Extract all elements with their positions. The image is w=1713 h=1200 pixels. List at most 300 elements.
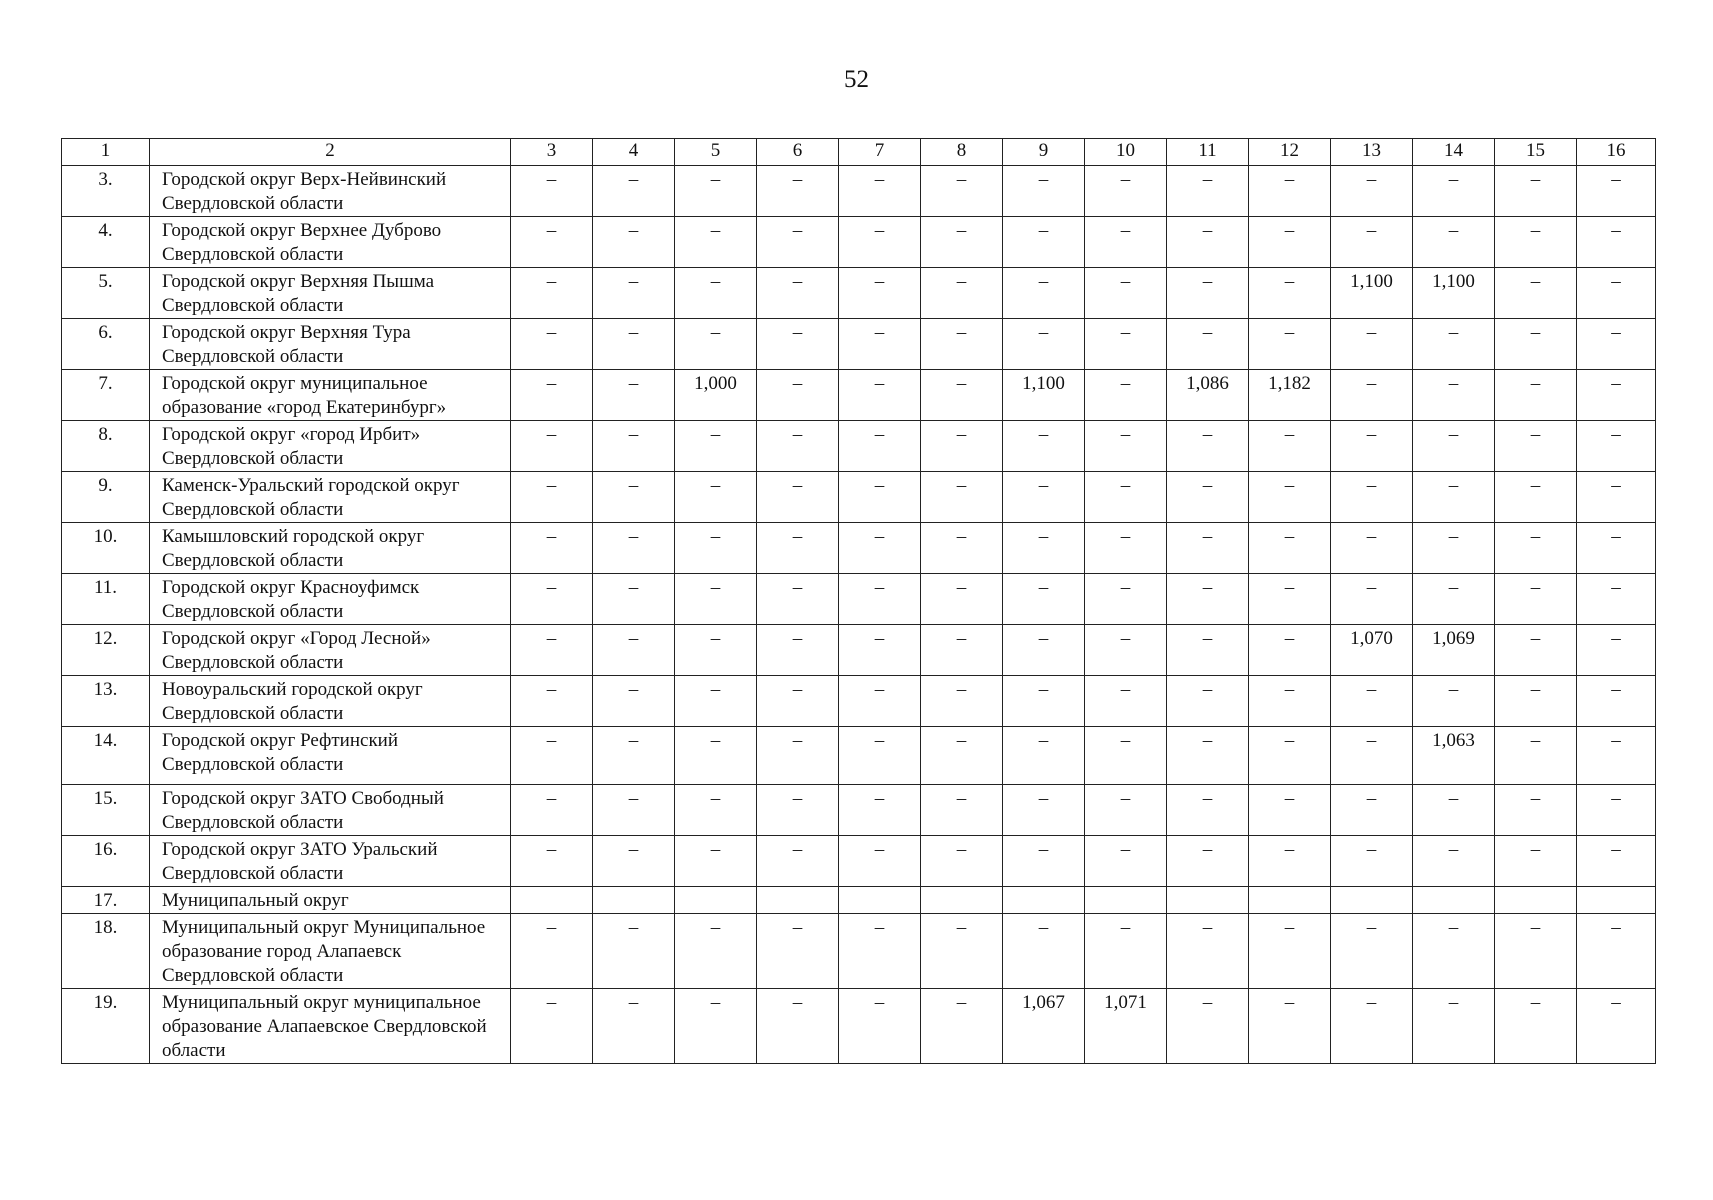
value-cell: – bbox=[1167, 836, 1249, 887]
value-cell: – bbox=[1413, 676, 1495, 727]
value-cell: – bbox=[757, 319, 839, 370]
value-cell: – bbox=[757, 472, 839, 523]
value-cell: – bbox=[593, 727, 675, 785]
row-number: 8. bbox=[62, 421, 150, 472]
value-cell: – bbox=[839, 370, 921, 421]
value-cell: – bbox=[1331, 989, 1413, 1064]
value-cell: – bbox=[1085, 836, 1167, 887]
value-cell bbox=[675, 887, 757, 914]
header-cell: 13 bbox=[1331, 139, 1413, 166]
value-cell: – bbox=[1003, 914, 1085, 989]
value-cell: – bbox=[1003, 421, 1085, 472]
value-cell: – bbox=[511, 472, 593, 523]
value-cell: – bbox=[921, 914, 1003, 989]
value-cell bbox=[1495, 887, 1577, 914]
value-cell: – bbox=[675, 523, 757, 574]
value-cell: – bbox=[839, 523, 921, 574]
value-cell: – bbox=[1249, 727, 1331, 785]
value-cell: – bbox=[1085, 625, 1167, 676]
value-cell: – bbox=[1167, 625, 1249, 676]
value-cell: – bbox=[839, 268, 921, 319]
value-cell: – bbox=[1085, 166, 1167, 217]
value-cell: – bbox=[757, 914, 839, 989]
value-cell: – bbox=[1495, 166, 1577, 217]
value-cell: – bbox=[593, 574, 675, 625]
value-cell: – bbox=[1167, 727, 1249, 785]
value-cell: – bbox=[1331, 472, 1413, 523]
row-number: 6. bbox=[62, 319, 150, 370]
page-number: 52 bbox=[844, 66, 869, 93]
value-cell: – bbox=[1085, 370, 1167, 421]
value-cell: – bbox=[921, 989, 1003, 1064]
value-cell: – bbox=[593, 370, 675, 421]
value-cell: – bbox=[511, 370, 593, 421]
value-cell: – bbox=[1167, 166, 1249, 217]
value-cell: – bbox=[1331, 319, 1413, 370]
header-cell: 15 bbox=[1495, 139, 1577, 166]
value-cell: – bbox=[1413, 836, 1495, 887]
value-cell: 1,069 bbox=[1413, 625, 1495, 676]
value-cell: – bbox=[1577, 785, 1656, 836]
value-cell: – bbox=[675, 166, 757, 217]
value-cell: – bbox=[921, 319, 1003, 370]
value-cell: – bbox=[511, 574, 593, 625]
header-cell: 1 bbox=[62, 139, 150, 166]
value-cell: – bbox=[1085, 727, 1167, 785]
value-cell: – bbox=[593, 676, 675, 727]
value-cell: – bbox=[511, 914, 593, 989]
table-row bbox=[62, 989, 1656, 1064]
row-number: 9. bbox=[62, 472, 150, 523]
value-cell: – bbox=[1577, 472, 1656, 523]
value-cell: – bbox=[1413, 217, 1495, 268]
value-cell: – bbox=[1331, 217, 1413, 268]
value-cell: – bbox=[511, 268, 593, 319]
value-cell: – bbox=[675, 421, 757, 472]
value-cell: – bbox=[757, 785, 839, 836]
municipality-name: Муниципальный округ Муниципальное образование город Алапаевск Свердловской области bbox=[150, 914, 511, 989]
value-cell: – bbox=[593, 785, 675, 836]
value-cell: – bbox=[1249, 785, 1331, 836]
value-cell: – bbox=[1085, 523, 1167, 574]
value-cell: – bbox=[1331, 523, 1413, 574]
value-cell: – bbox=[593, 472, 675, 523]
row-number: 5. bbox=[62, 268, 150, 319]
row-number: 15. bbox=[62, 785, 150, 836]
value-cell: – bbox=[675, 472, 757, 523]
value-cell: – bbox=[1167, 268, 1249, 319]
value-cell: – bbox=[511, 523, 593, 574]
table-row bbox=[62, 523, 1656, 574]
value-cell: – bbox=[757, 370, 839, 421]
value-cell: – bbox=[1249, 989, 1331, 1064]
value-cell bbox=[1577, 887, 1656, 914]
value-cell: – bbox=[1003, 625, 1085, 676]
value-cell: – bbox=[921, 472, 1003, 523]
municipality-name: Городской округ «город Ирбит» Свердловской области bbox=[150, 421, 511, 472]
value-cell bbox=[1249, 887, 1331, 914]
header-row bbox=[62, 139, 1656, 166]
value-cell: – bbox=[757, 166, 839, 217]
row-number: 19. bbox=[62, 989, 150, 1064]
value-cell: – bbox=[1577, 268, 1656, 319]
value-cell bbox=[593, 887, 675, 914]
value-cell: – bbox=[757, 836, 839, 887]
value-cell: 1,071 bbox=[1085, 989, 1167, 1064]
value-cell: – bbox=[1413, 914, 1495, 989]
value-cell: – bbox=[1495, 217, 1577, 268]
value-cell: – bbox=[1085, 574, 1167, 625]
value-cell: – bbox=[511, 836, 593, 887]
value-cell: – bbox=[1167, 676, 1249, 727]
value-cell: – bbox=[1167, 914, 1249, 989]
municipality-name: Городской округ Верх-Нейвинский Свердловской области bbox=[150, 166, 511, 217]
value-cell: 1,086 bbox=[1167, 370, 1249, 421]
value-cell: – bbox=[1577, 217, 1656, 268]
value-cell: – bbox=[1167, 574, 1249, 625]
value-cell: – bbox=[921, 836, 1003, 887]
value-cell: – bbox=[1413, 523, 1495, 574]
value-cell bbox=[1085, 887, 1167, 914]
value-cell: – bbox=[593, 989, 675, 1064]
value-cell: – bbox=[675, 268, 757, 319]
value-cell bbox=[1167, 887, 1249, 914]
value-cell: – bbox=[1331, 836, 1413, 887]
value-cell: – bbox=[1085, 472, 1167, 523]
table-row bbox=[62, 574, 1656, 625]
value-cell: – bbox=[1331, 727, 1413, 785]
table-row bbox=[62, 914, 1656, 989]
value-cell: – bbox=[1577, 676, 1656, 727]
value-cell: – bbox=[675, 914, 757, 989]
value-cell: – bbox=[839, 727, 921, 785]
value-cell: – bbox=[1413, 319, 1495, 370]
value-cell: – bbox=[1249, 914, 1331, 989]
municipality-name: Городской округ муниципальное образование «город Екатеринбург» bbox=[150, 370, 511, 421]
value-cell: – bbox=[1495, 523, 1577, 574]
value-cell: – bbox=[1167, 523, 1249, 574]
header-cell: 14 bbox=[1413, 139, 1495, 166]
value-cell: 1,100 bbox=[1003, 370, 1085, 421]
table-row bbox=[62, 625, 1656, 676]
value-cell: 1,070 bbox=[1331, 625, 1413, 676]
table-row bbox=[62, 217, 1656, 268]
value-cell: – bbox=[839, 989, 921, 1064]
value-cell: – bbox=[511, 727, 593, 785]
value-cell: – bbox=[921, 574, 1003, 625]
value-cell: – bbox=[511, 625, 593, 676]
header-cell: 3 bbox=[511, 139, 593, 166]
value-cell: – bbox=[1495, 574, 1577, 625]
value-cell: – bbox=[1003, 166, 1085, 217]
table-row bbox=[62, 887, 1656, 914]
municipality-name: Городской округ Рефтинский Свердловской области bbox=[150, 727, 511, 785]
value-cell: – bbox=[1495, 989, 1577, 1064]
value-cell: – bbox=[1331, 785, 1413, 836]
municipality-name: Камышловский городской округ Свердловской области bbox=[150, 523, 511, 574]
value-cell: – bbox=[1577, 727, 1656, 785]
value-cell: 1,100 bbox=[1331, 268, 1413, 319]
row-number: 14. bbox=[62, 727, 150, 785]
value-cell: – bbox=[1577, 989, 1656, 1064]
value-cell: – bbox=[675, 574, 757, 625]
value-cell: – bbox=[1495, 268, 1577, 319]
value-cell: – bbox=[921, 625, 1003, 676]
value-cell: – bbox=[839, 166, 921, 217]
header-cell: 11 bbox=[1167, 139, 1249, 166]
value-cell: – bbox=[1577, 836, 1656, 887]
value-cell: – bbox=[593, 268, 675, 319]
value-cell: – bbox=[1577, 523, 1656, 574]
value-cell: – bbox=[1085, 914, 1167, 989]
value-cell: – bbox=[1003, 574, 1085, 625]
municipality-name: Городской округ ЗАТО Уральский Свердловской области bbox=[150, 836, 511, 887]
value-cell: – bbox=[757, 727, 839, 785]
value-cell: – bbox=[1331, 676, 1413, 727]
municipality-name: Городской округ Верхняя Пышма Свердловской области bbox=[150, 268, 511, 319]
table-row bbox=[62, 370, 1656, 421]
table-row bbox=[62, 727, 1656, 785]
value-cell: – bbox=[921, 523, 1003, 574]
municipality-name: Каменск-Уральский городской округ Свердловской области bbox=[150, 472, 511, 523]
value-cell: – bbox=[1331, 370, 1413, 421]
value-cell: – bbox=[1003, 319, 1085, 370]
value-cell: – bbox=[839, 785, 921, 836]
value-cell: – bbox=[1331, 166, 1413, 217]
value-cell: – bbox=[1085, 268, 1167, 319]
data-table bbox=[61, 138, 1656, 1064]
header-cell: 12 bbox=[1249, 139, 1331, 166]
value-cell: – bbox=[921, 421, 1003, 472]
value-cell: – bbox=[1085, 676, 1167, 727]
value-cell: – bbox=[1167, 785, 1249, 836]
value-cell: – bbox=[1249, 472, 1331, 523]
value-cell: – bbox=[757, 268, 839, 319]
value-cell: – bbox=[1167, 472, 1249, 523]
value-cell: – bbox=[1577, 166, 1656, 217]
value-cell: 1,067 bbox=[1003, 989, 1085, 1064]
row-number: 3. bbox=[62, 166, 150, 217]
value-cell: – bbox=[1003, 676, 1085, 727]
value-cell: – bbox=[511, 785, 593, 836]
row-number: 18. bbox=[62, 914, 150, 989]
value-cell: – bbox=[1413, 785, 1495, 836]
municipality-name: Новоуральский городской округ Свердловской области bbox=[150, 676, 511, 727]
value-cell: – bbox=[1249, 836, 1331, 887]
value-cell: – bbox=[1577, 625, 1656, 676]
value-cell: – bbox=[1413, 574, 1495, 625]
value-cell: – bbox=[675, 676, 757, 727]
table-row bbox=[62, 836, 1656, 887]
value-cell: – bbox=[675, 319, 757, 370]
value-cell: – bbox=[1249, 421, 1331, 472]
value-cell: – bbox=[1003, 472, 1085, 523]
value-cell: – bbox=[593, 914, 675, 989]
value-cell bbox=[757, 887, 839, 914]
header-cell: 7 bbox=[839, 139, 921, 166]
table-body bbox=[62, 139, 1656, 1064]
value-cell: – bbox=[757, 217, 839, 268]
value-cell: – bbox=[1495, 914, 1577, 989]
value-cell: – bbox=[593, 319, 675, 370]
value-cell: – bbox=[1249, 574, 1331, 625]
value-cell: – bbox=[921, 676, 1003, 727]
value-cell: – bbox=[675, 625, 757, 676]
value-cell: – bbox=[757, 523, 839, 574]
municipality-name: Муниципальный округ муниципальное образование Алапаевское Свердловской области bbox=[150, 989, 511, 1064]
value-cell: – bbox=[1249, 217, 1331, 268]
table-row bbox=[62, 166, 1656, 217]
value-cell: – bbox=[839, 217, 921, 268]
value-cell: – bbox=[511, 217, 593, 268]
value-cell: – bbox=[1249, 625, 1331, 676]
value-cell: – bbox=[593, 421, 675, 472]
value-cell: – bbox=[839, 836, 921, 887]
value-cell: – bbox=[675, 217, 757, 268]
value-cell: – bbox=[1003, 727, 1085, 785]
value-cell: – bbox=[839, 676, 921, 727]
row-number: 12. bbox=[62, 625, 150, 676]
value-cell: – bbox=[511, 676, 593, 727]
value-cell: 1,100 bbox=[1413, 268, 1495, 319]
value-cell: – bbox=[1249, 166, 1331, 217]
table-row bbox=[62, 319, 1656, 370]
value-cell: – bbox=[1167, 217, 1249, 268]
value-cell: – bbox=[1085, 421, 1167, 472]
value-cell: – bbox=[1413, 370, 1495, 421]
header-cell: 2 bbox=[150, 139, 511, 166]
row-number: 16. bbox=[62, 836, 150, 887]
value-cell: – bbox=[675, 727, 757, 785]
value-cell: – bbox=[1085, 217, 1167, 268]
value-cell: – bbox=[1495, 370, 1577, 421]
table-row bbox=[62, 472, 1656, 523]
value-cell: – bbox=[1495, 421, 1577, 472]
value-cell: – bbox=[839, 319, 921, 370]
municipality-name: Городской округ Верхнее Дуброво Свердловской области bbox=[150, 217, 511, 268]
value-cell: – bbox=[1003, 785, 1085, 836]
value-cell: – bbox=[593, 166, 675, 217]
value-cell: – bbox=[1577, 574, 1656, 625]
row-number: 13. bbox=[62, 676, 150, 727]
header-cell: 5 bbox=[675, 139, 757, 166]
row-number: 11. bbox=[62, 574, 150, 625]
value-cell: – bbox=[921, 785, 1003, 836]
value-cell: – bbox=[1413, 472, 1495, 523]
value-cell: – bbox=[1085, 785, 1167, 836]
value-cell: – bbox=[593, 625, 675, 676]
value-cell: – bbox=[757, 421, 839, 472]
header-cell: 10 bbox=[1085, 139, 1167, 166]
value-cell: – bbox=[1249, 523, 1331, 574]
header-cell: 6 bbox=[757, 139, 839, 166]
value-cell: 1,063 bbox=[1413, 727, 1495, 785]
header-cell: 9 bbox=[1003, 139, 1085, 166]
value-cell bbox=[1413, 887, 1495, 914]
value-cell: – bbox=[757, 989, 839, 1064]
value-cell: – bbox=[593, 523, 675, 574]
municipality-name: Городской округ «Город Лесной» Свердловской области bbox=[150, 625, 511, 676]
row-number: 7. bbox=[62, 370, 150, 421]
value-cell: – bbox=[593, 217, 675, 268]
value-cell: – bbox=[675, 989, 757, 1064]
value-cell: – bbox=[675, 836, 757, 887]
value-cell: – bbox=[839, 472, 921, 523]
value-cell: – bbox=[1003, 836, 1085, 887]
value-cell: – bbox=[839, 574, 921, 625]
value-cell: – bbox=[1495, 319, 1577, 370]
row-number: 4. bbox=[62, 217, 150, 268]
value-cell: – bbox=[1577, 421, 1656, 472]
value-cell: 1,000 bbox=[675, 370, 757, 421]
value-cell: – bbox=[1167, 319, 1249, 370]
value-cell: – bbox=[1331, 914, 1413, 989]
municipality-name: Городской округ ЗАТО Свободный Свердловской области bbox=[150, 785, 511, 836]
value-cell bbox=[1003, 887, 1085, 914]
value-cell: – bbox=[511, 989, 593, 1064]
municipality-name: Муниципальный округ bbox=[150, 887, 511, 914]
value-cell: – bbox=[921, 166, 1003, 217]
value-cell: – bbox=[839, 625, 921, 676]
municipality-name: Городской округ Верхняя Тура Свердловской области bbox=[150, 319, 511, 370]
value-cell bbox=[839, 887, 921, 914]
value-cell: – bbox=[1249, 319, 1331, 370]
table-row bbox=[62, 785, 1656, 836]
value-cell: – bbox=[757, 574, 839, 625]
value-cell: 1,182 bbox=[1249, 370, 1331, 421]
value-cell: – bbox=[1167, 421, 1249, 472]
value-cell: – bbox=[1003, 523, 1085, 574]
value-cell: – bbox=[1577, 370, 1656, 421]
value-cell: – bbox=[1331, 421, 1413, 472]
value-cell: – bbox=[511, 421, 593, 472]
value-cell: – bbox=[1495, 676, 1577, 727]
value-cell: – bbox=[1167, 989, 1249, 1064]
value-cell: – bbox=[511, 166, 593, 217]
value-cell: – bbox=[1413, 421, 1495, 472]
value-cell bbox=[1331, 887, 1413, 914]
value-cell bbox=[511, 887, 593, 914]
value-cell: – bbox=[1413, 166, 1495, 217]
value-cell: – bbox=[1331, 574, 1413, 625]
value-cell: – bbox=[675, 785, 757, 836]
value-cell: – bbox=[511, 319, 593, 370]
value-cell: – bbox=[1413, 989, 1495, 1064]
value-cell: – bbox=[1495, 625, 1577, 676]
value-cell: – bbox=[1249, 268, 1331, 319]
value-cell: – bbox=[757, 625, 839, 676]
value-cell: – bbox=[1003, 268, 1085, 319]
value-cell: – bbox=[757, 676, 839, 727]
value-cell bbox=[921, 887, 1003, 914]
value-cell: – bbox=[1003, 217, 1085, 268]
table-row bbox=[62, 421, 1656, 472]
row-number: 10. bbox=[62, 523, 150, 574]
value-cell: – bbox=[921, 727, 1003, 785]
table-row bbox=[62, 268, 1656, 319]
value-cell: – bbox=[1085, 319, 1167, 370]
value-cell: – bbox=[1249, 676, 1331, 727]
value-cell: – bbox=[1495, 836, 1577, 887]
header-cell: 4 bbox=[593, 139, 675, 166]
header-cell: 8 bbox=[921, 139, 1003, 166]
value-cell: – bbox=[921, 217, 1003, 268]
value-cell: – bbox=[1577, 914, 1656, 989]
value-cell: – bbox=[1495, 727, 1577, 785]
value-cell: – bbox=[921, 268, 1003, 319]
value-cell: – bbox=[921, 370, 1003, 421]
value-cell: – bbox=[1577, 319, 1656, 370]
